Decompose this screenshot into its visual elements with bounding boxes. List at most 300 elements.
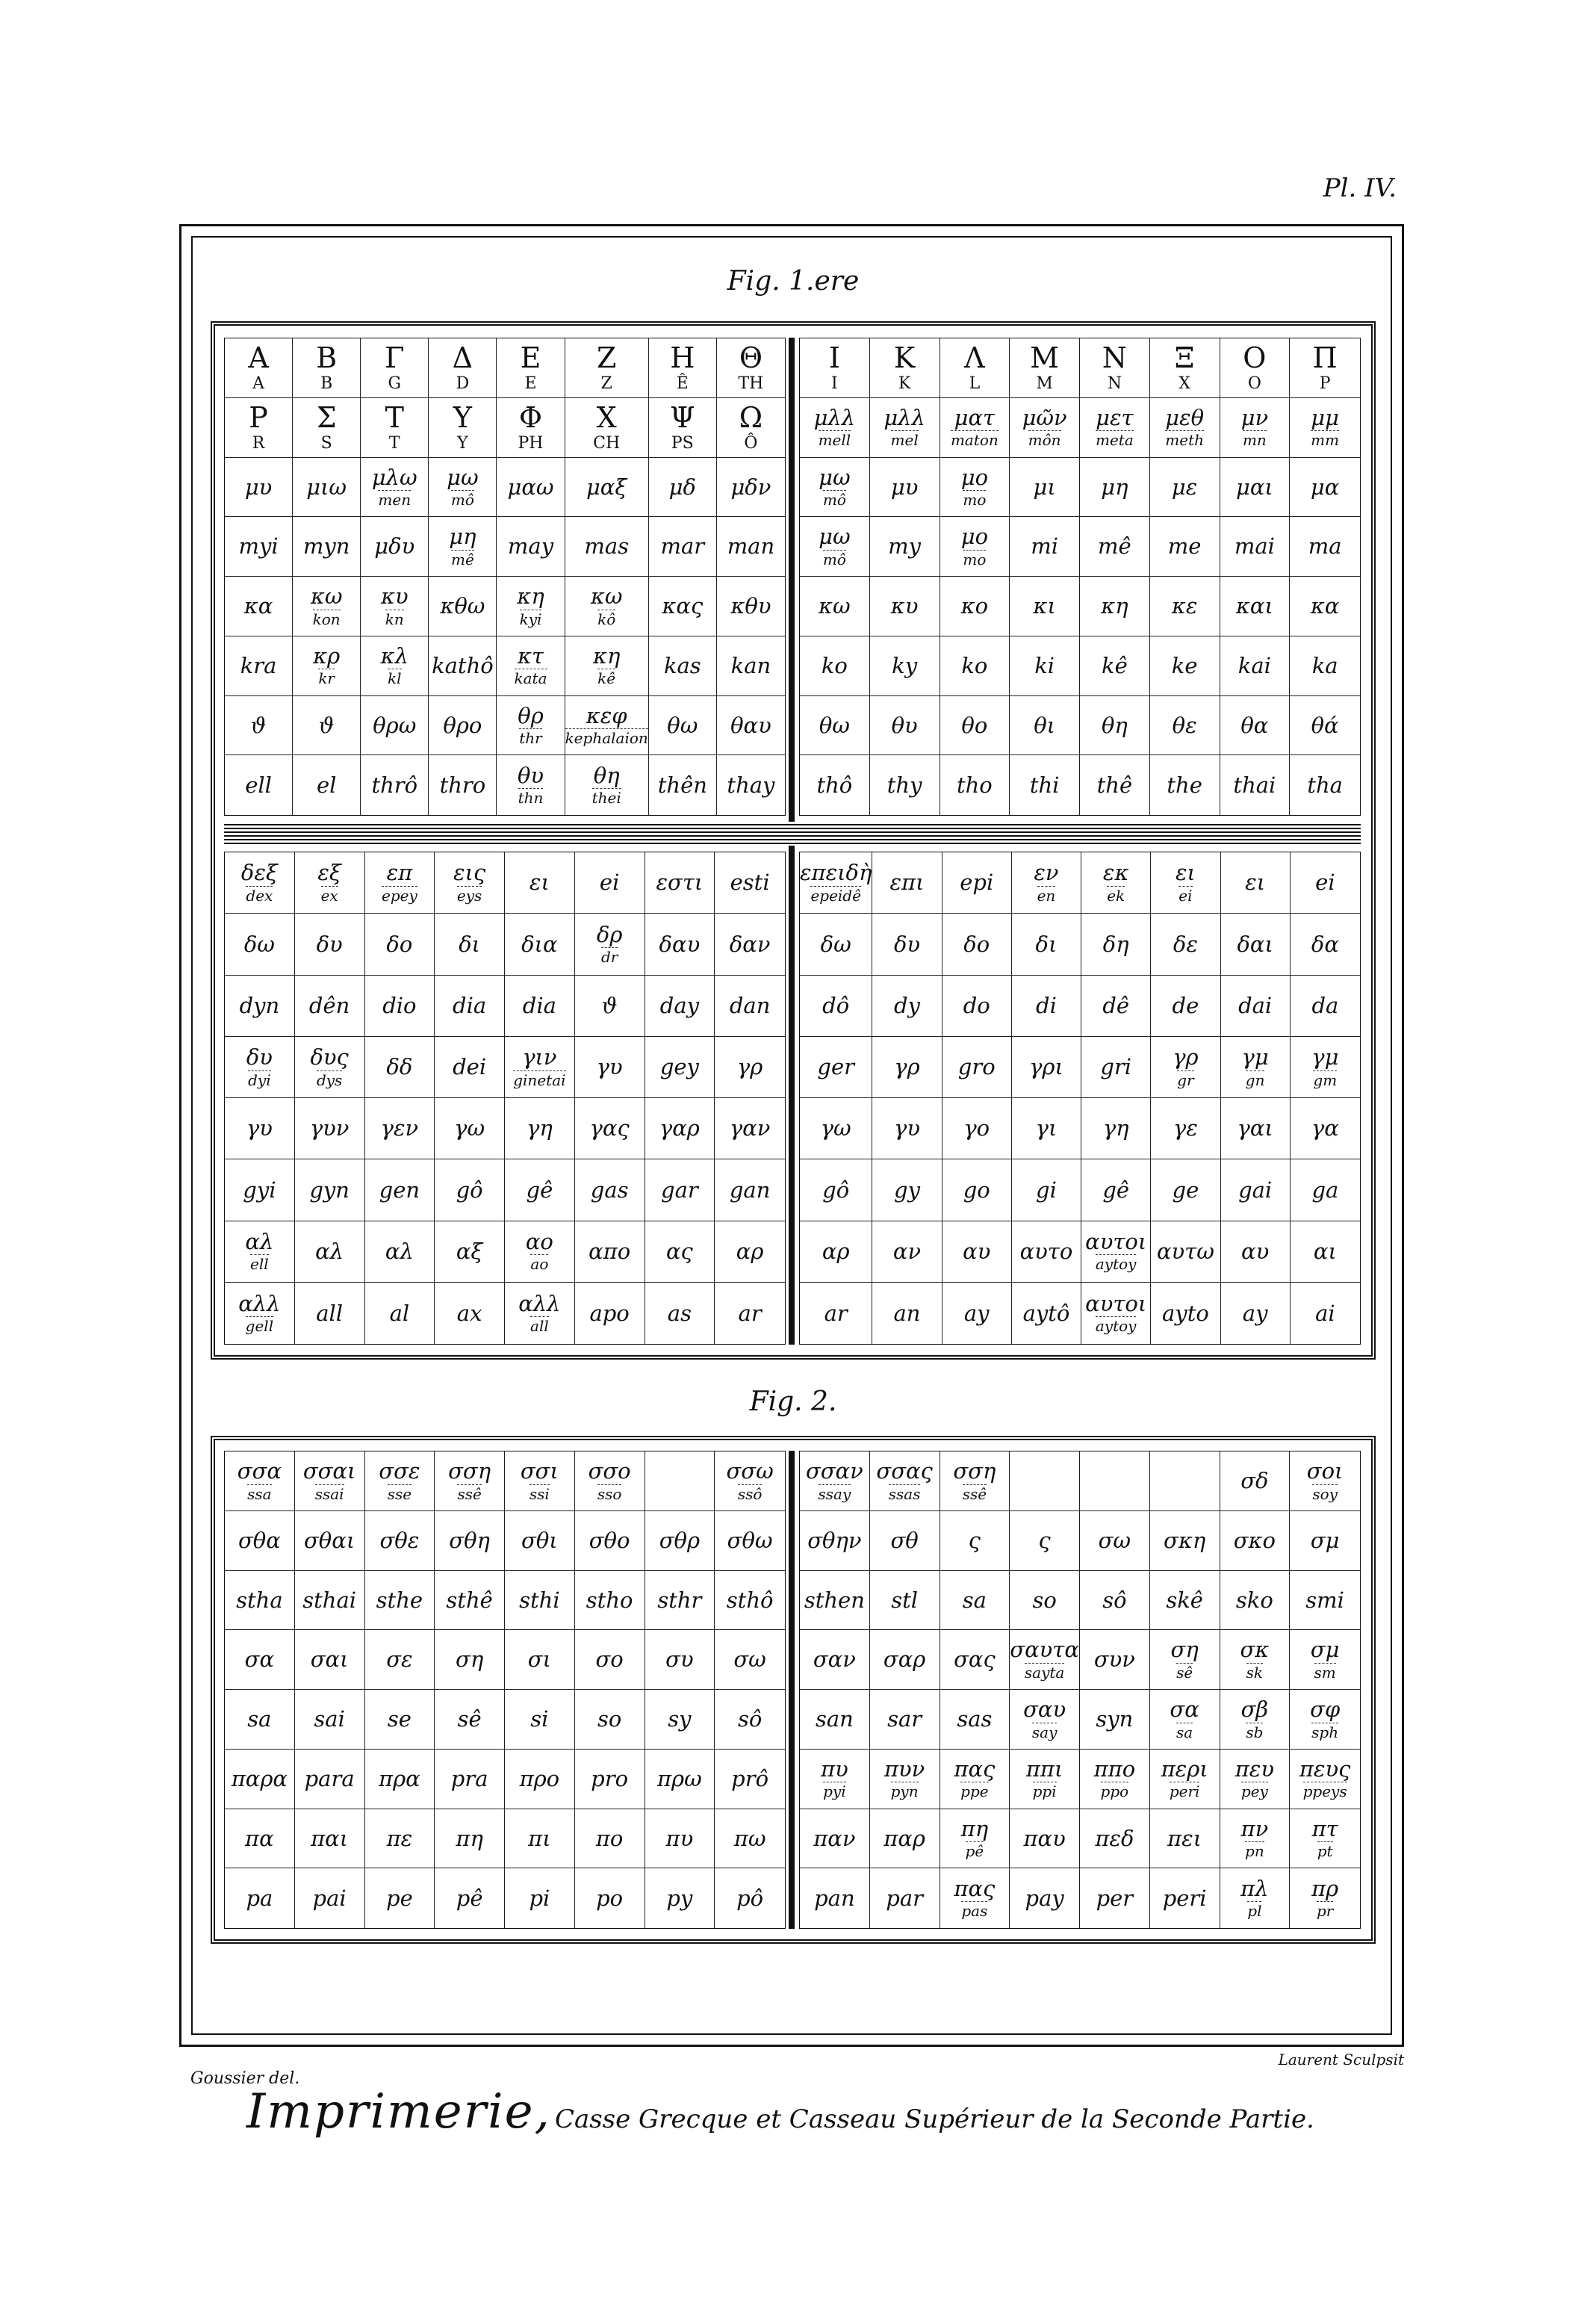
case-cell [295, 1571, 365, 1631]
case-cell [940, 696, 1010, 756]
case-cell [1291, 852, 1360, 914]
case-cell [361, 338, 429, 398]
case-cell [1080, 338, 1150, 398]
case-cell [940, 338, 1010, 398]
case-cell [575, 1690, 645, 1750]
case-cell [295, 976, 365, 1037]
case-cell [361, 398, 429, 458]
cell-glyph: Ο [1243, 341, 1267, 374]
case-cell [870, 458, 940, 518]
cell-transliteration: ppo [1100, 1782, 1129, 1801]
case-cell [565, 338, 649, 398]
case-cell [1221, 1098, 1291, 1159]
cell-glyph: the [1167, 772, 1202, 798]
cell-transliteration: X [1178, 374, 1190, 393]
cell-glyph: dy [894, 992, 920, 1018]
cell-transliteration: kl [388, 669, 402, 688]
case-cell [649, 398, 717, 458]
cell-glyph: gar [661, 1177, 698, 1203]
case-cell [649, 517, 717, 577]
cell-transliteration: B [320, 374, 333, 393]
cell-transliteration: sk [1246, 1663, 1264, 1682]
cell-glyph: dan [729, 992, 771, 1018]
cell-glyph: py [666, 1885, 693, 1911]
case-cell [800, 458, 870, 518]
case-cell [1010, 517, 1080, 577]
cell-glyph: πας [954, 1756, 996, 1782]
case-cell [361, 755, 429, 815]
cell-glyph: πας [954, 1875, 996, 1901]
cell-glyph: ππι [1025, 1756, 1063, 1782]
case-cell [1012, 1283, 1081, 1344]
cell-glyph: συ [665, 1646, 694, 1673]
case-cell [717, 577, 785, 636]
cell-transliteration: sê [1176, 1663, 1193, 1682]
case-cell [942, 1283, 1012, 1344]
cell-transliteration: peri [1169, 1782, 1200, 1801]
cell-glyph: kathô [432, 652, 494, 678]
cell-glyph: πη [456, 1825, 483, 1851]
cell-glyph: Ν [1102, 341, 1127, 374]
cell-glyph: περι [1161, 1756, 1208, 1782]
case-cell [649, 636, 717, 696]
cell-glyph: μη [449, 524, 476, 550]
cell-glyph: σκ [1240, 1637, 1270, 1663]
cell-glyph: gen [379, 1177, 420, 1203]
case-cell [1080, 517, 1150, 577]
cell-glyph: an [893, 1300, 921, 1326]
cell-transliteration: maton [950, 431, 999, 450]
case-cell [225, 1571, 295, 1631]
case-cell [295, 1690, 365, 1750]
cell-glyph: θι [1034, 712, 1056, 738]
case-cell [225, 1511, 295, 1571]
cell-glyph: μδυ [374, 533, 415, 560]
case-cell [800, 1098, 872, 1159]
cell-glyph: πει [1167, 1825, 1202, 1851]
cell-glyph: day [659, 992, 699, 1018]
cell-glyph: ς [968, 1527, 981, 1553]
cell-glyph: as [667, 1300, 692, 1326]
cell-glyph: πευς [1299, 1756, 1351, 1782]
case-cell [225, 914, 295, 975]
cell-glyph: μν [1240, 404, 1269, 430]
cell-glyph: thên [657, 772, 707, 798]
cell-glyph: Η [670, 341, 695, 374]
case-cell [645, 1451, 715, 1511]
cell-glyph: πα [245, 1825, 274, 1851]
case-cell [800, 636, 870, 696]
cell-glyph: παρα [231, 1765, 288, 1791]
case-cell [1010, 398, 1080, 458]
case-cell [1010, 577, 1080, 636]
cell-glyph: gai [1238, 1177, 1273, 1203]
cell-glyph: ge [1172, 1177, 1199, 1203]
case-cell [1290, 458, 1360, 518]
cell-glyph: αλ [245, 1228, 274, 1254]
cell-glyph: αρ [736, 1238, 764, 1264]
case-cell [1220, 1451, 1291, 1511]
case-cell [645, 1630, 715, 1690]
case-cell [293, 696, 361, 756]
case-cell [435, 1037, 505, 1098]
cell-glyph: ϑ [318, 712, 335, 738]
cell-glyph: sthr [657, 1587, 702, 1613]
case-cell [1150, 1630, 1220, 1690]
cell-glyph: Τ [385, 400, 404, 434]
case-cell [940, 458, 1010, 518]
case-cell [575, 1630, 645, 1690]
cell-glyph: sthê [446, 1587, 493, 1613]
cell-glyph: thi [1029, 772, 1060, 798]
cell-glyph: stl [891, 1587, 919, 1613]
case-cell [870, 1630, 940, 1690]
cell-glyph: Δ [452, 341, 473, 374]
cell-transliteration: sse [387, 1484, 412, 1503]
cell-glyph: si [530, 1706, 549, 1732]
case-cell [715, 976, 785, 1037]
cell-glyph: γρ [1173, 1044, 1199, 1070]
cell-transliteration: TH [738, 374, 764, 393]
cell-glyph: para [304, 1765, 355, 1791]
case-cell [365, 1221, 435, 1283]
case-cell [870, 1690, 940, 1750]
cell-transliteration: men [378, 491, 411, 509]
case-cell [800, 1159, 872, 1221]
case-cell [365, 1571, 435, 1631]
cell-glyph: κεφ [586, 702, 627, 728]
cell-glyph: σαν [813, 1646, 856, 1673]
cell-glyph: παρ [883, 1825, 925, 1851]
cell-glyph: θρ [518, 702, 544, 728]
cell-glyph: stha [236, 1587, 283, 1613]
case-cell [940, 755, 1010, 815]
cell-glyph: pra [450, 1765, 488, 1791]
case-cell [645, 1037, 715, 1098]
cell-glyph: all [316, 1300, 344, 1326]
cell-transliteration: S [320, 433, 332, 453]
case-cell [800, 577, 870, 636]
cell-glyph: σσι [520, 1458, 559, 1484]
engraver-credit-left: Goussier del. [190, 2069, 300, 2088]
cell-glyph: Ι [828, 341, 840, 374]
case-cell [575, 1283, 645, 1344]
cell-glyph: gey [659, 1054, 699, 1080]
case-cell [575, 1098, 645, 1159]
case-cell [800, 517, 870, 577]
cell-glyph: δυς [310, 1044, 349, 1070]
case-cell [1291, 976, 1360, 1037]
case-cell [1290, 1630, 1360, 1690]
case-cell [361, 696, 429, 756]
cell-glyph: δια [521, 931, 558, 957]
cell-glyph: σθι [521, 1527, 558, 1553]
case-cell [940, 1750, 1010, 1809]
case-cell [940, 636, 1010, 696]
case-cell [940, 1451, 1010, 1511]
case-cell [1151, 1283, 1220, 1344]
case-cell [870, 1511, 940, 1571]
cell-transliteration: ssai [314, 1484, 344, 1503]
case-cell [1220, 1868, 1291, 1928]
case-cell [800, 976, 872, 1037]
case-cell [870, 1868, 940, 1928]
case-cell [717, 398, 785, 458]
cell-glyph: εν [1034, 860, 1059, 886]
case-cell [1220, 1571, 1291, 1631]
cell-glyph: γυ [596, 1054, 623, 1080]
cell-glyph: δυ [316, 931, 343, 957]
case-cell [715, 1283, 785, 1344]
cell-glyph: κη [517, 583, 544, 610]
case-cell [435, 1868, 505, 1928]
cell-glyph: σση [953, 1458, 996, 1484]
cell-transliteration: pyi [823, 1782, 846, 1801]
case-cell [870, 338, 940, 398]
case-cell [361, 517, 429, 577]
cell-transliteration: meta [1095, 431, 1134, 450]
case-cell [295, 1221, 365, 1283]
cell-glyph: sy [668, 1706, 692, 1732]
cell-glyph: al [389, 1300, 410, 1326]
cell-glyph: gô [456, 1177, 483, 1203]
cell-glyph: πυν [883, 1756, 925, 1782]
cell-glyph: σσα [237, 1458, 282, 1484]
case-cell [295, 1159, 365, 1221]
cell-glyph: σα [1170, 1696, 1199, 1723]
cell-transliteration: ssô [737, 1484, 763, 1503]
fig1-left-lower-grid [224, 852, 786, 1345]
case-cell [1150, 1451, 1220, 1511]
case-cell [293, 636, 361, 696]
cell-glyph: γρ [736, 1054, 763, 1080]
cell-glyph: σθ [890, 1527, 919, 1553]
cell-glyph: di [1036, 992, 1057, 1018]
cell-glyph: σαυτα [1010, 1637, 1079, 1663]
cell-glyph: dyn [239, 992, 280, 1018]
case-cell [361, 577, 429, 636]
cell-transliteration: kyi [519, 610, 542, 628]
case-cell [870, 755, 940, 815]
cell-glyph: μμ [1311, 404, 1339, 430]
cell-glyph: μη [1101, 474, 1128, 500]
cell-glyph: σω [1098, 1527, 1131, 1553]
cell-transliteration: ei [1178, 886, 1193, 905]
cell-transliteration: sa [1176, 1723, 1193, 1741]
fig1-title: Fig. 1.ere [727, 266, 860, 297]
cell-glyph: σμ [1310, 1527, 1340, 1553]
cell-glyph: αυτοι [1085, 1290, 1147, 1316]
case-cell [1220, 1690, 1291, 1750]
case-cell [1081, 976, 1151, 1037]
case-cell [1220, 636, 1291, 696]
cell-glyph: se [387, 1706, 411, 1732]
cell-transliteration: T [388, 433, 400, 453]
case-cell [435, 914, 505, 975]
case-cell [872, 1098, 942, 1159]
case-cell [497, 755, 565, 815]
cell-glyph: προ [519, 1765, 560, 1791]
case-cell [1290, 1690, 1360, 1750]
cell-glyph: αυτοι [1085, 1228, 1147, 1254]
case-cell [429, 755, 497, 815]
cell-glyph: thro [439, 772, 486, 798]
case-cell [365, 852, 435, 914]
case-cell [1220, 338, 1291, 398]
case-cell [575, 1809, 645, 1869]
cell-glyph: sthen [804, 1587, 865, 1613]
case-cell [1081, 1283, 1151, 1344]
cell-glyph: my [888, 533, 922, 560]
cell-glyph: δε [1173, 931, 1198, 957]
case-cell [225, 696, 293, 756]
cell-transliteration: L [969, 374, 981, 393]
cell-glyph: sthai [302, 1587, 357, 1613]
case-cell [1150, 1750, 1220, 1809]
cell-glyph: πω [733, 1825, 766, 1851]
cell-glyph: με [1171, 474, 1198, 500]
cell-glyph: ko [821, 652, 848, 678]
case-cell [365, 976, 435, 1037]
cell-glyph: σθη [449, 1527, 490, 1553]
cell-glyph: thê [1096, 772, 1133, 798]
cell-glyph: αυ [1241, 1238, 1270, 1264]
case-cell [715, 1098, 785, 1159]
cell-glyph: gan [729, 1177, 771, 1203]
case-cell [505, 914, 575, 975]
cell-glyph: κλ [380, 642, 409, 669]
case-cell [645, 1511, 715, 1571]
cell-glyph: αλ [315, 1238, 344, 1264]
cell-glyph: εκ [1102, 860, 1129, 886]
cell-transliteration: mo [963, 491, 987, 509]
cell-glyph: κυ [890, 593, 919, 619]
fig2-center-divider [789, 1451, 795, 1929]
cell-transliteration: soy [1312, 1484, 1338, 1503]
case-cell [225, 1283, 295, 1344]
cell-glyph: μω [447, 464, 479, 490]
case-cell [870, 1571, 940, 1631]
cell-transliteration: CH [593, 433, 621, 453]
cell-glyph: thrô [371, 772, 418, 798]
case-cell [293, 755, 361, 815]
case-cell [361, 636, 429, 696]
case-cell [1221, 1037, 1291, 1098]
case-cell [940, 577, 1010, 636]
cell-glyph: πν [1240, 1815, 1269, 1841]
case-cell [1010, 696, 1080, 756]
cell-glyph: sas [957, 1706, 993, 1732]
cell-glyph: επι [889, 870, 925, 896]
case-cell [1151, 976, 1220, 1037]
cell-glyph: ger [817, 1054, 854, 1080]
case-cell [497, 338, 565, 398]
case-cell [940, 1511, 1010, 1571]
cell-glyph: Ω [739, 400, 763, 434]
case-cell [942, 976, 1012, 1037]
cell-glyph: αλ [385, 1238, 414, 1264]
case-cell [1010, 458, 1080, 518]
cell-glyph: sthi [519, 1587, 560, 1613]
case-cell [225, 338, 293, 398]
case-cell [365, 1868, 435, 1928]
case-cell [565, 755, 649, 815]
cell-glyph: pi [529, 1885, 550, 1911]
case-cell [505, 1098, 575, 1159]
case-cell [295, 1098, 365, 1159]
case-cell [1151, 1037, 1220, 1098]
case-cell [872, 976, 942, 1037]
cell-glyph: kai [1237, 652, 1271, 678]
cell-glyph: dê [1102, 992, 1130, 1018]
case-cell [1150, 755, 1220, 815]
cell-glyph: θά [1311, 712, 1339, 738]
case-cell [435, 1451, 505, 1511]
case-cell [295, 1037, 365, 1098]
cell-glyph: γαν [729, 1115, 771, 1141]
case-cell [575, 1868, 645, 1928]
case-cell [1080, 1511, 1150, 1571]
cell-glyph: ει [529, 870, 550, 896]
case-cell [645, 1809, 715, 1869]
cell-transliteration: kê [597, 669, 616, 688]
cell-glyph: γυ [894, 1115, 920, 1141]
cell-glyph: γυν [309, 1115, 350, 1141]
cell-glyph: επ [386, 860, 413, 886]
cell-glyph: αξ [456, 1238, 483, 1264]
cell-glyph: ke [1171, 652, 1198, 678]
cell-glyph: δυ [893, 931, 921, 957]
cell-glyph: σα [244, 1646, 275, 1673]
cell-transliteration: pê [965, 1842, 984, 1861]
case-cell [505, 1750, 575, 1809]
case-cell [1220, 1750, 1291, 1809]
case-cell [225, 1868, 295, 1928]
cell-glyph: so [1032, 1587, 1057, 1613]
case-cell [497, 458, 565, 518]
case-cell [645, 1690, 715, 1750]
cell-glyph: sô [737, 1706, 763, 1732]
case-cell [1220, 398, 1291, 458]
case-cell [1150, 398, 1220, 458]
cell-transliteration: Ê [676, 374, 689, 393]
case-cell [575, 1221, 645, 1283]
cell-glyph: gas [590, 1177, 629, 1203]
case-cell [575, 1451, 645, 1511]
cell-glyph: Ε [520, 341, 541, 374]
case-cell [1291, 1098, 1360, 1159]
cell-glyph: epi [960, 870, 994, 896]
cell-transliteration: kon [312, 610, 341, 628]
cell-glyph: ma [1308, 533, 1342, 560]
cell-glyph: μαω [507, 474, 554, 500]
cell-transliteration: gm [1313, 1070, 1338, 1089]
cell-glyph: may [507, 533, 554, 560]
case-cell [225, 636, 293, 696]
cell-transliteration: eys [456, 886, 482, 905]
case-cell [225, 1098, 295, 1159]
case-cell [293, 517, 361, 577]
cell-glyph: per [1096, 1885, 1134, 1911]
case-cell [942, 1159, 1012, 1221]
case-cell [435, 852, 505, 914]
cell-glyph: san [815, 1706, 854, 1732]
cell-transliteration: ginetai [513, 1070, 566, 1089]
case-cell [800, 1809, 870, 1869]
cell-glyph: πρ [1311, 1875, 1339, 1901]
case-cell [497, 636, 565, 696]
cell-glyph: sa [247, 1706, 272, 1732]
